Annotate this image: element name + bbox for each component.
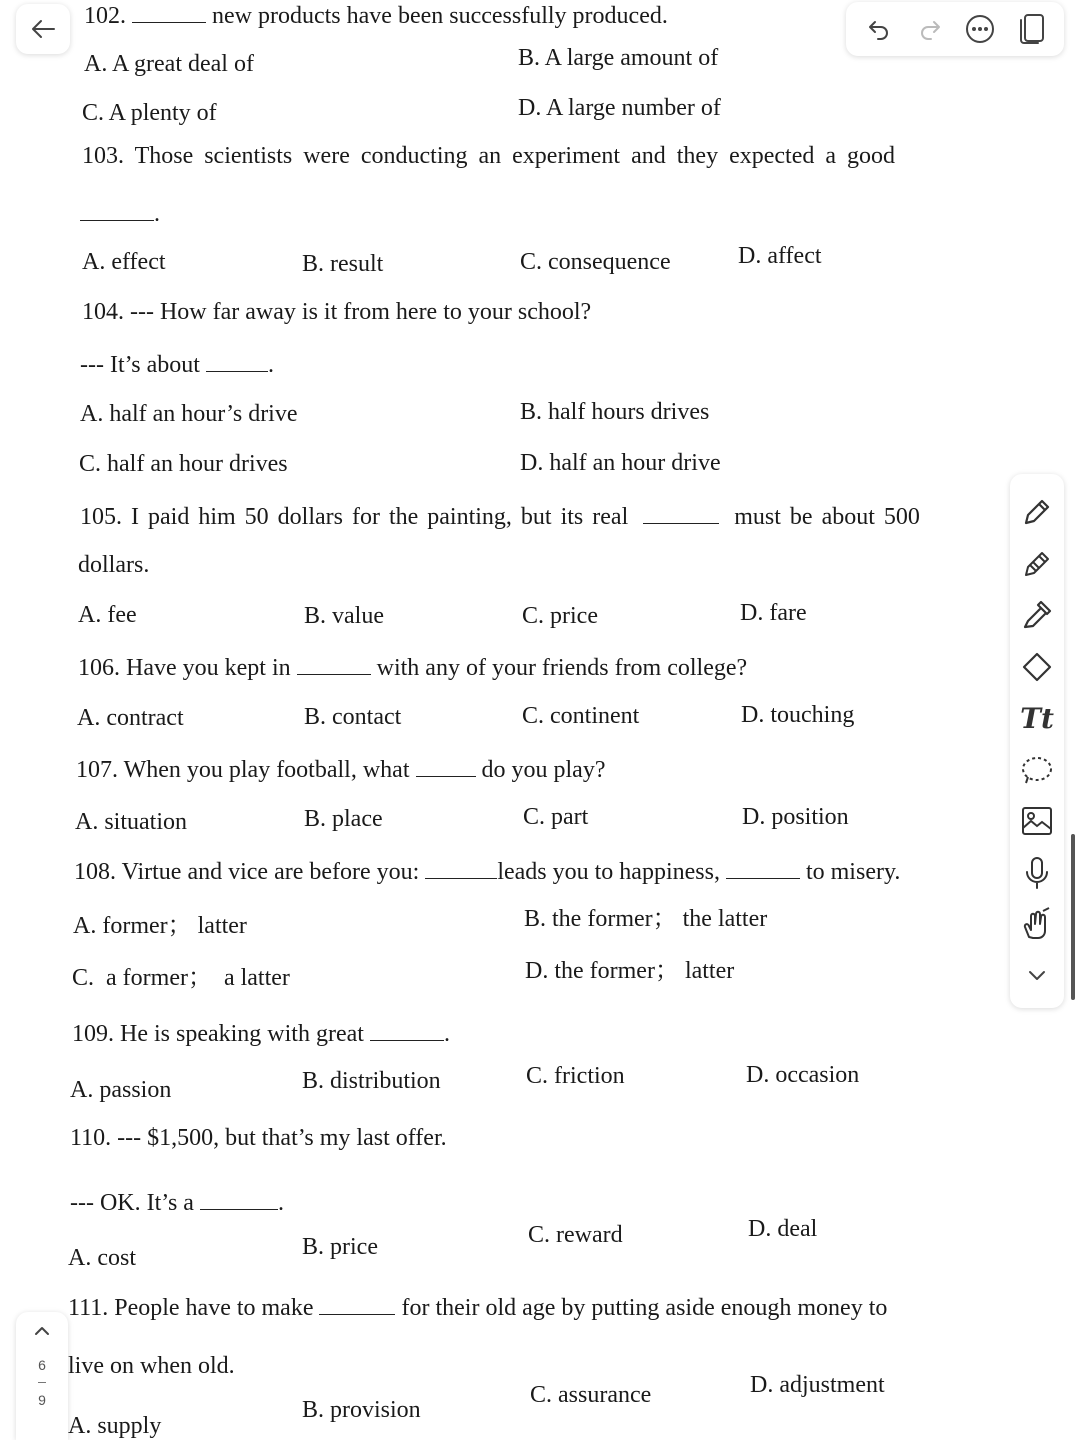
q102-blank: [132, 2, 206, 23]
page-separator: [38, 1382, 46, 1383]
collapse-toolbar-button[interactable]: [1019, 958, 1055, 994]
q105-stem: 105. I paid him 50 dollars for the painting, but its real must be about 500: [80, 504, 920, 530]
audio-record-tool[interactable]: [1019, 855, 1055, 891]
q106-option-a: A. contract: [77, 705, 184, 731]
q102-option-a: A. A great deal of: [84, 51, 254, 77]
q107-stem: 107. When you play football, what do you play?: [76, 757, 606, 783]
current-page-number: 6: [38, 1357, 46, 1373]
highlighter-tool[interactable]: [1019, 597, 1055, 633]
pen-icon: [1021, 496, 1053, 528]
undo-icon: [867, 18, 891, 40]
q108-option-d: D. the former； latter: [525, 958, 735, 984]
more-icon: [965, 14, 995, 44]
q105-option-a: A. fee: [78, 602, 137, 628]
chevron-down-icon: [1027, 969, 1047, 983]
q107-option-b: B. place: [304, 806, 383, 832]
hand-tool[interactable]: [1019, 906, 1055, 942]
eraser-tool[interactable]: [1019, 649, 1055, 685]
q110-stem: 110. --- $1,500, but that’s my last offer.: [70, 1125, 447, 1151]
q103-option-b: B. result: [302, 251, 384, 277]
q105-option-c: C. price: [522, 603, 598, 629]
q111-stem-cont: live on when old.: [68, 1353, 235, 1379]
q111-option-b: B. provision: [302, 1397, 421, 1423]
q104-blank: [206, 351, 268, 372]
q109-option-d: D. occasion: [746, 1062, 860, 1088]
q103-blank-line: .: [80, 200, 160, 226]
q105-stem-cont: dollars.: [78, 552, 150, 578]
pencil-icon: [1021, 548, 1053, 580]
scrollbar[interactable]: [1071, 834, 1075, 1000]
q110-option-a: A. cost: [68, 1245, 136, 1271]
highlighter-icon: [1021, 599, 1053, 631]
q108-option-a: A. former； latter: [73, 913, 247, 939]
redo-button[interactable]: [913, 12, 947, 46]
microphone-icon: [1024, 856, 1050, 890]
pencil-tool[interactable]: [1019, 546, 1055, 582]
image-tool[interactable]: [1019, 803, 1055, 839]
q104-option-a: A. half an hour’s drive: [80, 401, 298, 427]
chevron-up-icon[interactable]: [33, 1324, 51, 1336]
q107-blank: [416, 756, 476, 777]
q111-blank: [319, 1294, 395, 1315]
q104-option-d: D. half an hour drive: [520, 450, 721, 476]
q107-option-c: C. part: [523, 804, 589, 830]
q105-option-b: B. value: [304, 603, 384, 629]
q106-option-c: C. continent: [522, 703, 640, 729]
q105-blank: [643, 503, 719, 524]
q108-option-b: B. the former； the latter: [524, 906, 768, 932]
q108-blank-1: [425, 858, 497, 879]
q105-option-d: D. fare: [740, 600, 807, 626]
q104-option-c: C. half an hour drives: [79, 451, 288, 477]
lasso-icon: [1020, 755, 1054, 785]
redo-icon: [918, 18, 942, 40]
q109-blank: [370, 1020, 444, 1041]
q108-option-c: C. a former； a latter: [72, 965, 290, 991]
q106-blank: [297, 654, 371, 675]
hand-writing-icon: [1021, 907, 1053, 941]
q111-option-c: C. assurance: [530, 1382, 652, 1408]
q109-option-a: A. passion: [70, 1077, 172, 1103]
more-options-button[interactable]: [963, 12, 997, 46]
q102-stem: 102. new products have been successfully produced.: [84, 3, 668, 29]
page-indicator[interactable]: [16, 1312, 68, 1440]
q111-option-d: D. adjustment: [750, 1372, 885, 1398]
top-toolbar: [846, 2, 1064, 56]
q103-option-c: C. consequence: [520, 249, 671, 275]
eraser-icon: [1021, 651, 1053, 683]
pen-tool[interactable]: [1019, 494, 1055, 530]
q103-option-a: A. effect: [82, 249, 166, 275]
q106-stem: 106. Have you kept in with any of your friends from college?: [78, 655, 748, 681]
q104-option-b: B. half hours drives: [520, 399, 710, 425]
q102-option-b: B. A large amount of: [518, 45, 719, 71]
annotation-toolbar: [1010, 474, 1064, 1008]
text-tool-icon: Tt: [1020, 701, 1054, 735]
q109-stem: 109. He is speaking with great .: [72, 1021, 450, 1047]
q107-option-d: D. position: [742, 804, 849, 830]
q104-stem: 104. --- How far away is it from here to your school?: [82, 299, 592, 325]
arrow-left-icon: [30, 18, 56, 40]
q109-option-c: C. friction: [526, 1063, 625, 1089]
undo-button[interactable]: [862, 12, 896, 46]
total-page-number: 9: [38, 1392, 46, 1408]
q102-option-d: D. A large number of: [518, 95, 721, 121]
q110-option-c: C. reward: [528, 1222, 623, 1248]
back-button[interactable]: [16, 4, 70, 54]
copy-pages-icon: [1017, 13, 1045, 45]
image-icon: [1021, 806, 1053, 836]
text-tool[interactable]: [1019, 700, 1055, 736]
q104-reply: --- It’s about .: [80, 352, 274, 378]
q111-option-a: A. supply: [68, 1413, 162, 1439]
q108-stem: 108. Virtue and vice are before you: leads you to happiness, to misery.: [74, 859, 901, 885]
q103-stem: 103. Those scientists were conducting an experiment and they expected a good: [82, 143, 895, 169]
q110-option-b: B. price: [302, 1234, 378, 1260]
lasso-tool[interactable]: [1019, 752, 1055, 788]
q111-stem: 111. People have to make for their old age by putting aside enough money to: [68, 1295, 888, 1321]
q102-option-c: C. A plenty of: [82, 100, 217, 126]
q103-option-d: D. affect: [738, 243, 822, 269]
q107-option-a: A. situation: [75, 809, 187, 835]
page-view-button[interactable]: [1014, 12, 1048, 46]
q110-blank: [200, 1189, 278, 1210]
q103-blank: [80, 200, 154, 221]
q109-option-b: B. distribution: [302, 1068, 441, 1094]
q106-option-d: D. touching: [741, 702, 855, 728]
q106-option-b: B. contact: [304, 704, 402, 730]
q110-reply: --- OK. It’s a .: [70, 1190, 284, 1216]
q108-blank-2: [726, 858, 800, 879]
q110-option-d: D. deal: [748, 1216, 818, 1242]
